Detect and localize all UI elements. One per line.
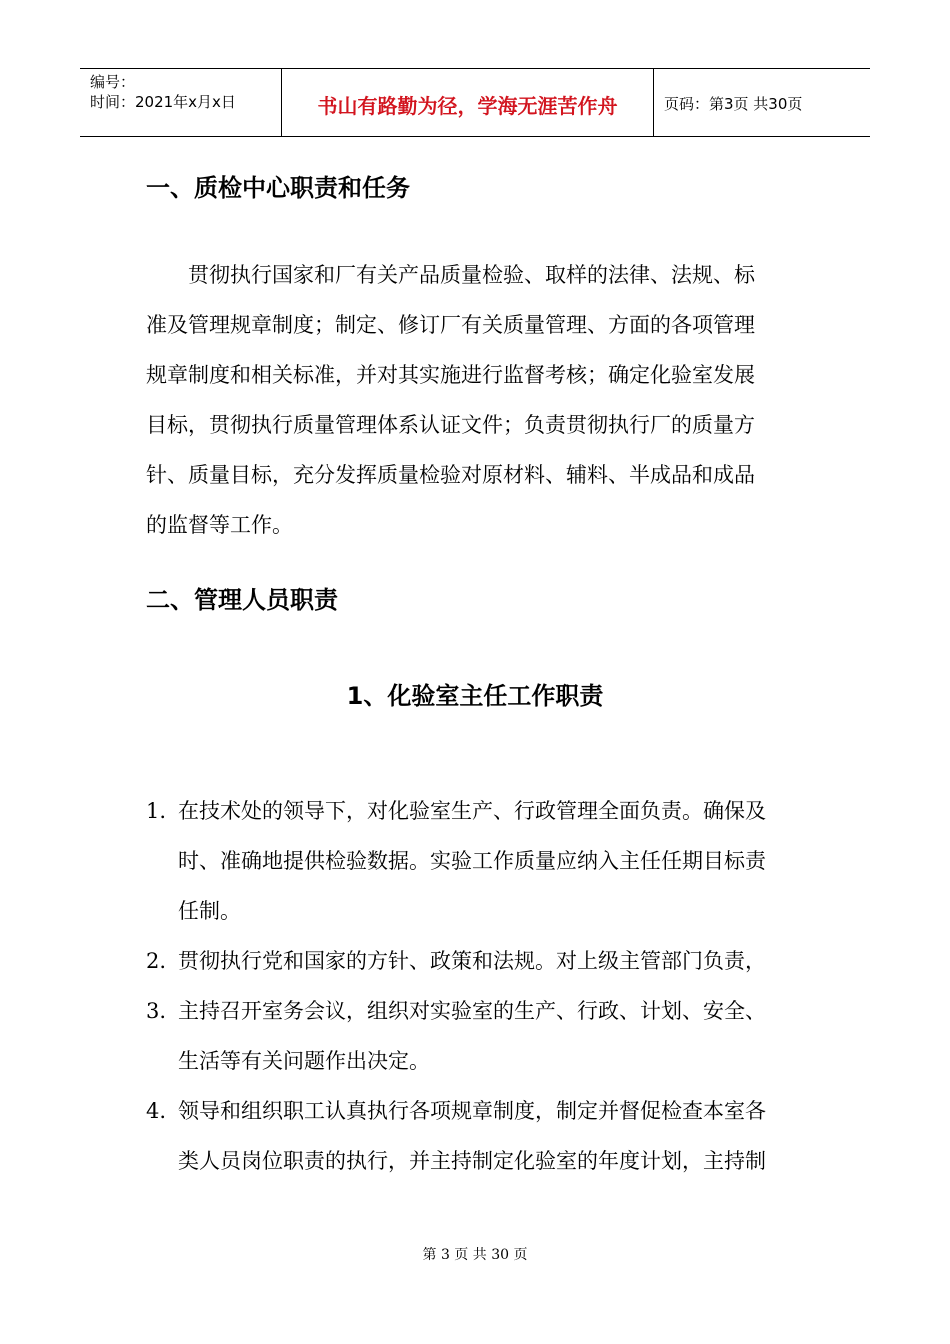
paragraph-line: 规章制度和相关标准，并对其实施进行监督考核；确定化验室发展	[146, 363, 755, 387]
subsection-1-title: 1、化验室主任工作职责	[346, 682, 604, 710]
duties-list	[146, 786, 806, 1186]
page-footer: 第 3 页 共 30 页	[422, 1247, 528, 1263]
list-item-line: 类人员岗位职责的执行，并主持制定化验室的年度计划，主持制	[178, 1149, 766, 1173]
header-motto: 书山有路勤为径，学海无涯苦作舟	[282, 69, 654, 136]
list-item-line: 在技术处的领导下，对化验室生产、行政管理全面负责。确保及	[178, 799, 766, 823]
list-item	[146, 1086, 806, 1186]
list-item-line: 主持召开室务会议，组织对实验室的生产、行政、计划、安全、	[178, 999, 766, 1023]
list-item-number: 2.	[146, 949, 167, 973]
section-1-paragraph	[146, 250, 796, 550]
section-1-title: 一、质检中心职责和任务	[146, 174, 410, 202]
list-item-line: 生活等有关问题作出决定。	[178, 1049, 430, 1073]
list-item	[146, 986, 806, 1086]
page-header	[80, 68, 870, 137]
paragraph-line: 贯彻执行国家和厂有关产品质量检验、取样的法律、法规、标	[146, 263, 755, 287]
paragraph-line: 针、质量目标，充分发挥质量检验对原材料、辅料、半成品和成品	[146, 463, 755, 487]
list-item-number: 3.	[146, 999, 167, 1023]
list-item	[146, 786, 806, 936]
paragraph-line: 目标，贯彻执行质量管理体系认证文件；负责贯彻执行厂的质量方	[146, 413, 755, 437]
header-meta	[80, 69, 282, 136]
document-number-label: 编号：	[90, 73, 136, 91]
list-item	[146, 936, 806, 986]
paragraph-line: 准及管理规章制度；制定、修订厂有关质量管理、方面的各项管理	[146, 313, 755, 337]
list-item-number: 4.	[146, 1099, 167, 1123]
section-2-title: 二、管理人员职责	[146, 586, 338, 614]
header-page-info: 页码：第3页 共30页	[664, 95, 803, 113]
list-item-line: 时、准确地提供检验数据。实验工作质量应纳入主任任期目标责	[178, 849, 766, 873]
list-item-line: 贯彻执行党和国家的方针、政策和法规。对上级主管部门负责，	[178, 949, 766, 973]
list-item-number: 1.	[146, 799, 167, 823]
list-item-line: 任制。	[178, 899, 241, 923]
list-item-line: 领导和组织职工认真执行各项规章制度，制定并督促检查本室各	[178, 1099, 766, 1123]
paragraph-line: 的监督等工作。	[146, 513, 293, 537]
document-date: 时间：2021年x月x日	[90, 93, 236, 111]
